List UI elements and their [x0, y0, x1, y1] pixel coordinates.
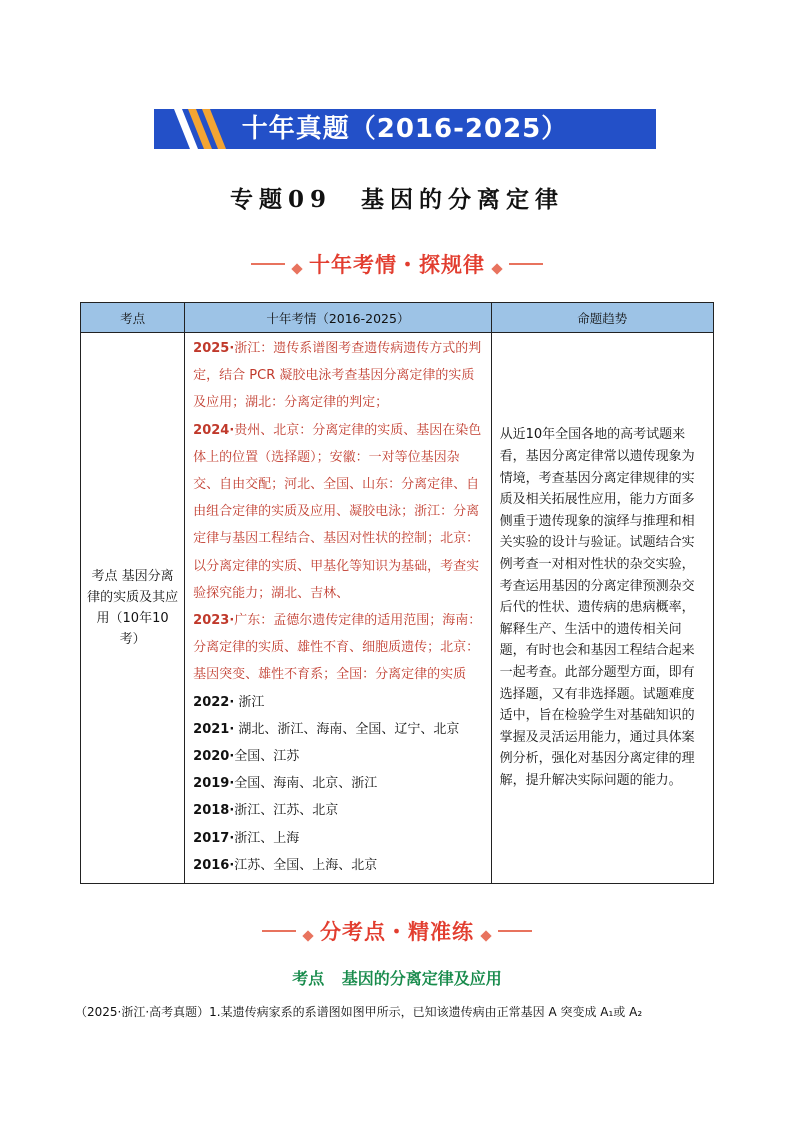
banner-title: 十年真题（2016-2025）	[241, 114, 569, 144]
exam-table	[80, 302, 714, 884]
decor-line	[509, 263, 543, 265]
subheading-label: 考点	[292, 969, 325, 988]
section-heading-1	[0, 249, 794, 283]
question-source: （2025·浙江·高考真题）	[75, 1005, 210, 1019]
year-entry: 2025·浙江：遗传系谱图考查遗传病遗传方式的判定，结合 PCR 凝胶电泳考查基因分离定律的实质及应用；湖北：分离定律的判定；	[193, 341, 482, 411]
trend-cell: 从近10年全国各地的高考试题来看，基因分离定律常以遗传现象为情境，考查基因分离定律规律的实质及相关拓展性应用，能力方面多侧重于遗传现象的演绎与推理和相关实验的设计与验证。试题结合实例考查一对相对性状的杂交实验，考查运用基因的分离定律预测杂交后代的性状、遗传病的患病概率，解释生产、生活中的遗传相关问题，有时也会和基因工程结合起来一起考查。此部分题型方面，即有选择题，又有非选择题。试题难度适中，旨在检验学生对基础知识的掌握及灵活运用能力，通过具体案例分析，强化对基因分离定律的理解，提升解决实际问题的能力。	[491, 333, 713, 884]
section-heading-text: 分考点・精准练	[320, 920, 474, 944]
subheading-title: 基因的分离定律及应用	[341, 969, 502, 988]
header-trend: 命题趋势	[491, 303, 713, 333]
year-entry: 2016·江苏、全国、上海、北京	[193, 857, 378, 873]
year-entry: 2017·浙江、上海	[193, 830, 300, 846]
year-entry: 2020·全国、江苏	[193, 749, 300, 765]
topic-title: 专题09 基因的分离定律	[229, 186, 564, 213]
header-years: 十年考情（2016-2025）	[185, 303, 491, 333]
year-entry: 2023·广东：孟德尔遗传定律的适用范围；海南：分离定律的实质、雄性不育、细胞质遗传；北京：基因突变、雄性不育系；全国：分离定律的实质	[193, 613, 482, 683]
kaodian-subheading	[0, 966, 794, 989]
decor-diamond-icon	[291, 263, 302, 274]
year-entry: 2024·贵州、北京：分离定律的实质、基因在染色体上的位置（选择题）；安徽：一对等位基因杂交、自由交配；河北、全国、山东：分离定律、自由组合定律的实质及应用、凝胶电泳；浙江：分离定律与基因工程结合、基因对性状的控制；北京：以分离定律的实质、甲基化等知识为基础，考查实验探究能力；湖北、吉林、	[193, 422, 482, 601]
decor-diamond-icon	[302, 930, 313, 941]
section-heading-text: 十年考情・探规律	[309, 253, 485, 277]
year-entry: 2021· 湖北、浙江、海南、全国、辽宁、北京	[193, 721, 460, 737]
year-entry: 2018·浙江、江苏、北京	[193, 803, 339, 819]
decor-diamond-icon	[480, 930, 491, 941]
table-row	[81, 333, 714, 884]
kaodian-cell: 考点 基因分离律的实质及其应用（10年10考）	[81, 333, 185, 884]
question-1	[75, 1003, 725, 1020]
table-header-row	[81, 303, 714, 333]
decor-line	[262, 930, 296, 932]
title-banner	[154, 109, 656, 149]
years-cell	[185, 333, 491, 884]
header-kaodian: 考点	[81, 303, 185, 333]
question-text: 1.某遗传病家系的系谱图如图甲所示，已知该遗传病由正常基因 A 突变成 A₁或 A₂	[209, 1005, 643, 1019]
decor-diamond-icon	[491, 263, 502, 274]
year-entry: 2019·全国、海南、北京、浙江	[193, 776, 378, 792]
section-heading-2	[0, 916, 794, 950]
decor-line	[251, 263, 285, 265]
year-entry: 2022· 浙江	[193, 694, 265, 710]
decor-line	[498, 930, 532, 932]
